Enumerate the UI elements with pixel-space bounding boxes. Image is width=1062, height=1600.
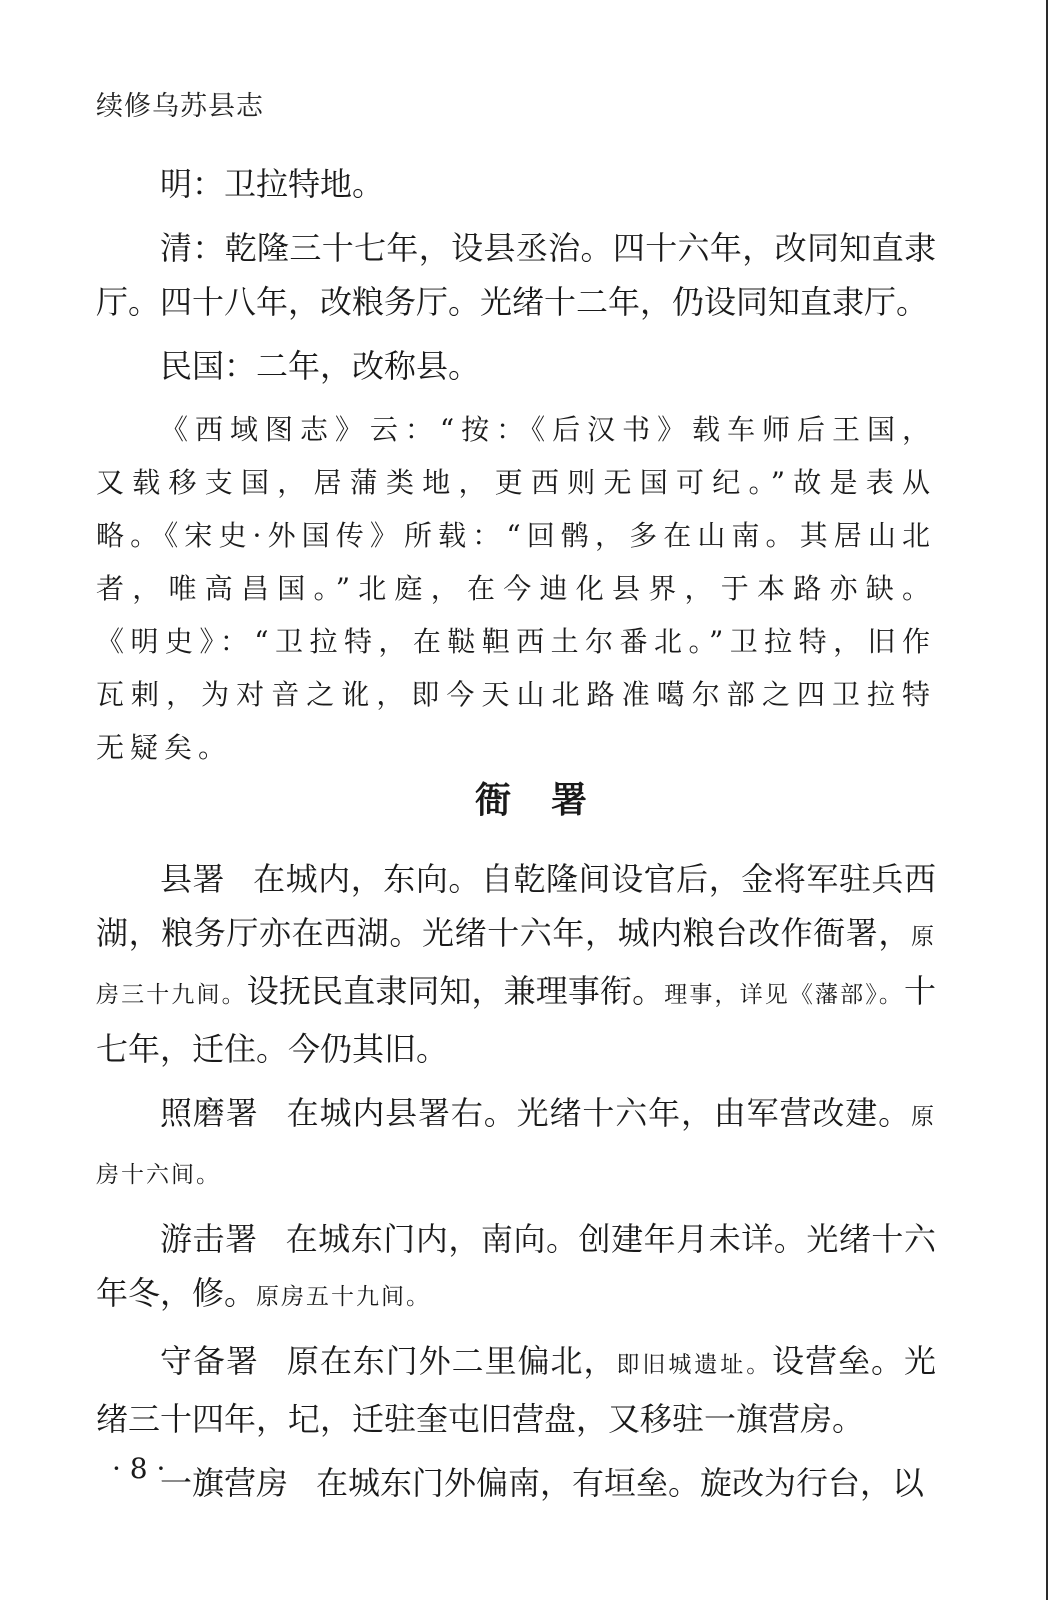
entry-text: 在城东门外偏南，有垣垒。旋改为行台，以: [316, 1464, 925, 1502]
entry-youji-shu: [96, 1212, 936, 1324]
entry-term: 一旗营房: [160, 1464, 289, 1502]
entry-text: 设营垒。光绪三十四年，圮，迁驻奎屯旧营盘，又移驻一旗营房。: [96, 1342, 936, 1438]
entry-term: 游击署: [160, 1220, 258, 1258]
entry-note: 即旧城遗址。: [616, 1352, 773, 1378]
running-head: 续修乌苏县志: [96, 91, 264, 122]
entry-note: 原房三十九间。: [96, 924, 936, 1008]
entry-note: 理事，详见《藩部》。: [664, 982, 904, 1008]
entries-block: [96, 852, 936, 1520]
entry-text: 在城内县署右。光绪十六年，由军营改建。: [286, 1094, 911, 1132]
page-number: · 8 ·: [112, 1452, 166, 1485]
annotation-note: 《西域图志》云：“按：《后汉书》载车师后王国，又载移支国，居蒲类地，更西则无国可纪。”故是表从略。《宋史·外国传》所载：“回鹘，多在山南。其居山北者，唯高昌国。”北庭，在今迪化县界，于本路亦缺。《明史》：“卫拉特，在鞑靼西土尔番北。”卫拉特，旧作瓦剌，为对音之讹，即今天山北路准噶尔部之四卫拉特无疑矣。: [96, 413, 936, 764]
entry-text: 在城内，东向。自乾隆间设官后，金将军驻兵西湖，粮务厅亦在西湖。光绪十六年，城内粮台改作衙署，: [96, 860, 936, 952]
entry-text: 在城东门内，南向。创建年月未详。光绪十六年冬，修。: [96, 1220, 936, 1312]
section-title: 衙署: [474, 780, 627, 821]
entry-xian-shu: [96, 852, 936, 1076]
entry-zhaomo-shu: [96, 1086, 936, 1202]
entry-term: 守备署: [160, 1342, 259, 1380]
entry-text: 设抚民直隶同知，兼理事衔。: [246, 972, 665, 1010]
paragraph-ming: 明：卫拉特地。: [160, 165, 385, 203]
entry-shoubei-shu: [96, 1334, 936, 1446]
entry-text: 原在东门外二里偏北，: [286, 1342, 617, 1380]
entry-text: 十七年，迁住。今仍其旧。: [96, 972, 936, 1068]
paragraph-minguo: 民国：二年，改称县。: [160, 347, 481, 385]
paragraph-qing: 清：乾隆三十七年，设县丞治。四十六年，改同知直隶厅。四十八年，改粮务厅。光绪十二年，仍设同知直隶厅。: [96, 229, 936, 321]
entry-term: 照磨署: [160, 1094, 259, 1132]
entry-note: 原房五十九间。: [256, 1284, 432, 1310]
entry-note: 原房十六间。: [96, 1104, 936, 1188]
entry-yiqi-yingfang: [96, 1456, 936, 1510]
entry-term: 县署: [160, 860, 226, 898]
top-text-block: [96, 157, 936, 774]
